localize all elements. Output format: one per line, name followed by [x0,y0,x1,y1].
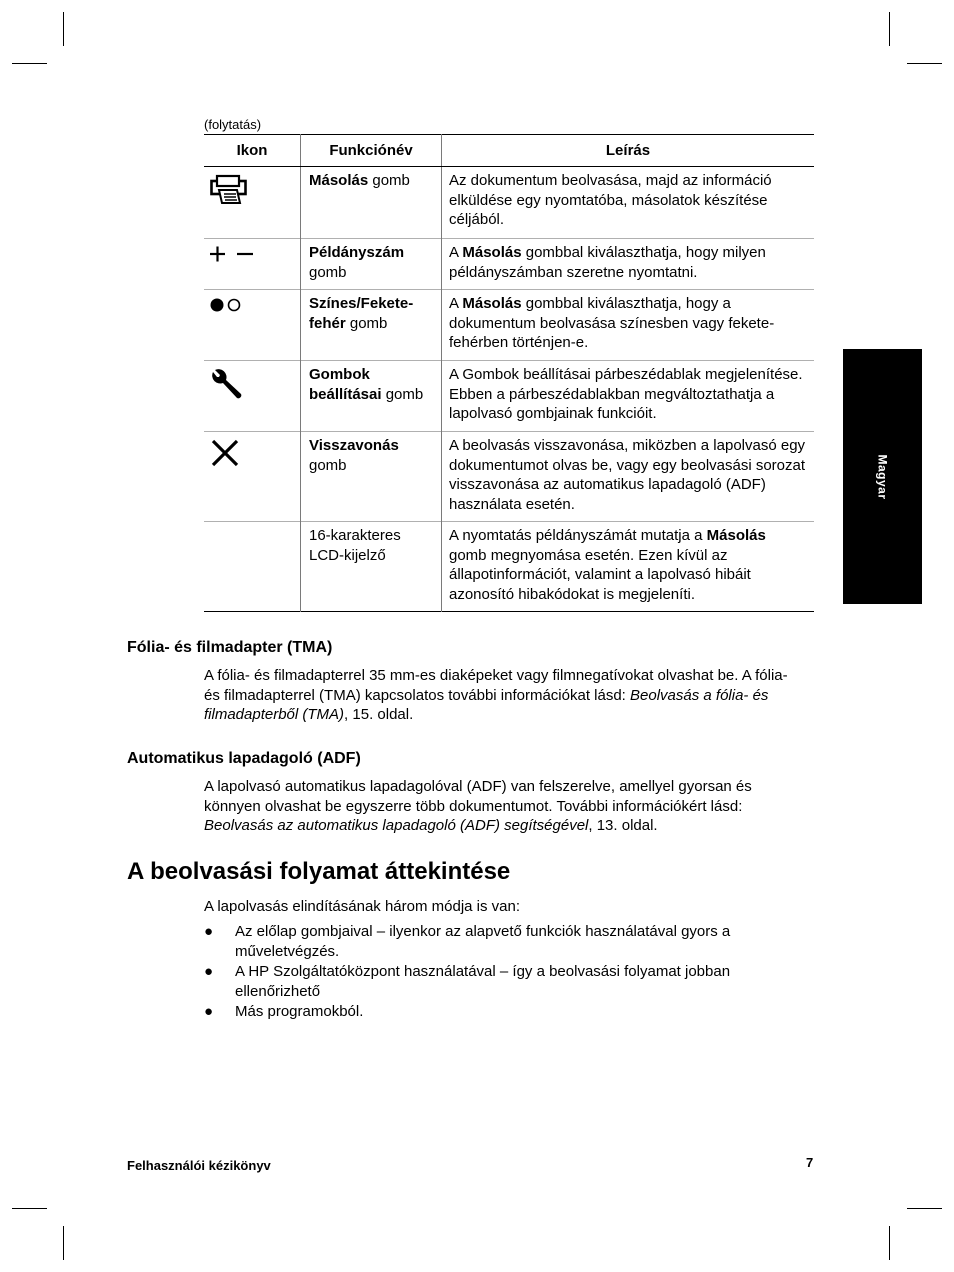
adf-heading: Automatikus lapadagoló (ADF) [127,750,361,767]
header-icon: Ikon [204,135,301,167]
list-item [204,922,804,961]
function-name: Gombok beállításai [309,366,382,403]
function-name-suffix: gomb [345,314,388,332]
description-text: A nyomtatás példányszámát mutatja a [449,527,707,544]
function-name: Másolás [309,172,369,189]
wrench-icon [210,388,244,405]
function-name-cell [301,290,442,361]
description-text-end: gomb megnyomása esetén. Ezen kívül az állapotinformációt, valamint a lapolvasó hibáit azonosító hibakódokat is megjeleníti. [449,546,751,603]
header-description: Leírás [442,135,815,167]
copy-icon [210,194,250,211]
crop-mark [12,63,47,64]
list-item [204,962,804,1001]
crop-mark [63,1226,64,1260]
description-cell [442,239,815,290]
function-name-cell [301,361,442,432]
icon-cell [204,432,301,522]
list-item-text: Az előlap gombjaival – ilyenkor az alapvető funkciók használatával gyors a műveletvégzés. [235,923,731,960]
function-name-suffix: gomb [368,172,410,189]
description-cell [442,361,815,432]
function-name-cell [301,522,442,612]
icon-cell [204,522,301,612]
icon-cell [204,361,301,432]
description-cell [442,167,815,239]
icon-cell [204,290,301,361]
continuation-label: (folytatás) [204,117,262,132]
function-name: Színes/Fekete-fehér [309,295,414,332]
function-name-suffix: gomb [309,456,347,474]
adf-paragraph [204,777,804,836]
description-cell [442,432,815,522]
adf-text: A lapolvasó automatikus lapadagolóval (ADF) van felszerelve, amellyel gyorsan és könnyen olvashat be egyszerre több dokumentumot. További információkért lásd: [204,778,752,815]
table-row [204,239,814,290]
description-bold: Másolás [706,527,766,544]
function-name-cell [301,239,442,290]
description-text: A Gombok beállításai párbeszédablak megjelenítése. Ebben a párbeszédablakban megváltoztathatja a lapolvasó gombjainak funkcióit. [449,366,803,422]
table-row [204,361,814,432]
color-bw-icon [210,301,244,318]
crop-mark [12,1208,47,1209]
header-function: Funkciónév [301,135,442,167]
tma-text: A fólia- és filmadapterrel 35 mm-es diaképeket vagy filmnegatívokat olvashat be. A fólia- és filmadapterrel (TMA) kapcsolatos további információkat lásd: [204,667,788,704]
table-row [204,432,814,522]
table-row [204,522,814,612]
page-number: 7 [806,1155,814,1170]
table-row [204,167,814,239]
footer-title: Felhasználói kézikönyv [127,1158,271,1173]
description-text: A [449,295,463,312]
bullet-icon: ● [204,923,214,940]
description-text: A [449,244,463,261]
language-side-tab [843,349,922,604]
table-header-row [204,135,814,167]
button-function-table [204,134,814,612]
list-item-text: Más programokból. [235,1003,364,1020]
tma-text-end: , 15. oldal. [344,706,414,723]
bullet-icon: ● [204,963,214,980]
list-item [204,1002,804,1022]
adf-reference-link: Beolvasás az automatikus lapadagoló (ADF) segítségével [204,817,589,834]
cancel-x-icon [210,455,240,472]
crop-mark [889,1226,890,1260]
tma-heading: Fólia- és filmadapter (TMA) [127,639,333,656]
tma-reference-link: Beolvasás a fólia- és filmadapterből (TMA) [204,686,769,723]
language-label: Magyar [875,453,890,500]
description-text-end: gombbal kiválaszthatja, hogy milyen példányszámban szeretne nyomtatni. [449,244,766,281]
function-name: Példányszám [309,244,405,261]
bullet-icon: ● [204,1003,214,1020]
description-cell [442,290,815,361]
description-text: Az dokumentum beolvasása, majd az információ elküldése egy nyomtatóba, másolatok készítése céljából. [449,172,772,228]
description-text-end: gombbal kiválaszthatja, hogy a dokumentum beolvasása színesben vagy fekete-fehérben történjen-e. [449,295,775,351]
start-methods-list [204,922,804,1023]
description-bold: Másolás [462,244,522,261]
function-name-suffix: gomb [309,263,347,281]
crop-mark [907,63,942,64]
function-name-suffix: gomb [381,385,424,403]
crop-mark [889,12,890,46]
table-row [204,290,814,361]
function-name-cell [301,167,442,239]
function-name: Visszavonás [309,437,399,454]
description-bold: Másolás [462,295,522,312]
crop-mark [63,12,64,46]
function-name-cell [301,432,442,522]
icon-cell [204,167,301,239]
section-heading: A beolvasási folyamat áttekintése [127,858,511,885]
function-name-suffix: 16-karakteres LCD-kijelző [309,527,401,564]
tma-paragraph [204,666,804,725]
list-item-text: A HP Szolgáltatóközpont használatával – így a beolvasási folyamat jobban ellenőrizhető [235,963,731,1000]
adf-text-end: , 13. oldal. [588,817,658,834]
icon-cell [204,239,301,290]
description-text: A beolvasás visszavonása, miközben a lapolvasó egy dokumentumot olvas be, vagy egy beolvasási sorozat visszavonása az automatikus lapadagoló (ADF) használata esetén. [449,437,806,513]
plus-minus-icon [210,250,258,267]
crop-mark [907,1208,942,1209]
description-cell [442,522,815,612]
overview-intro: A lapolvasás elindításának három módja is van: [204,898,521,915]
